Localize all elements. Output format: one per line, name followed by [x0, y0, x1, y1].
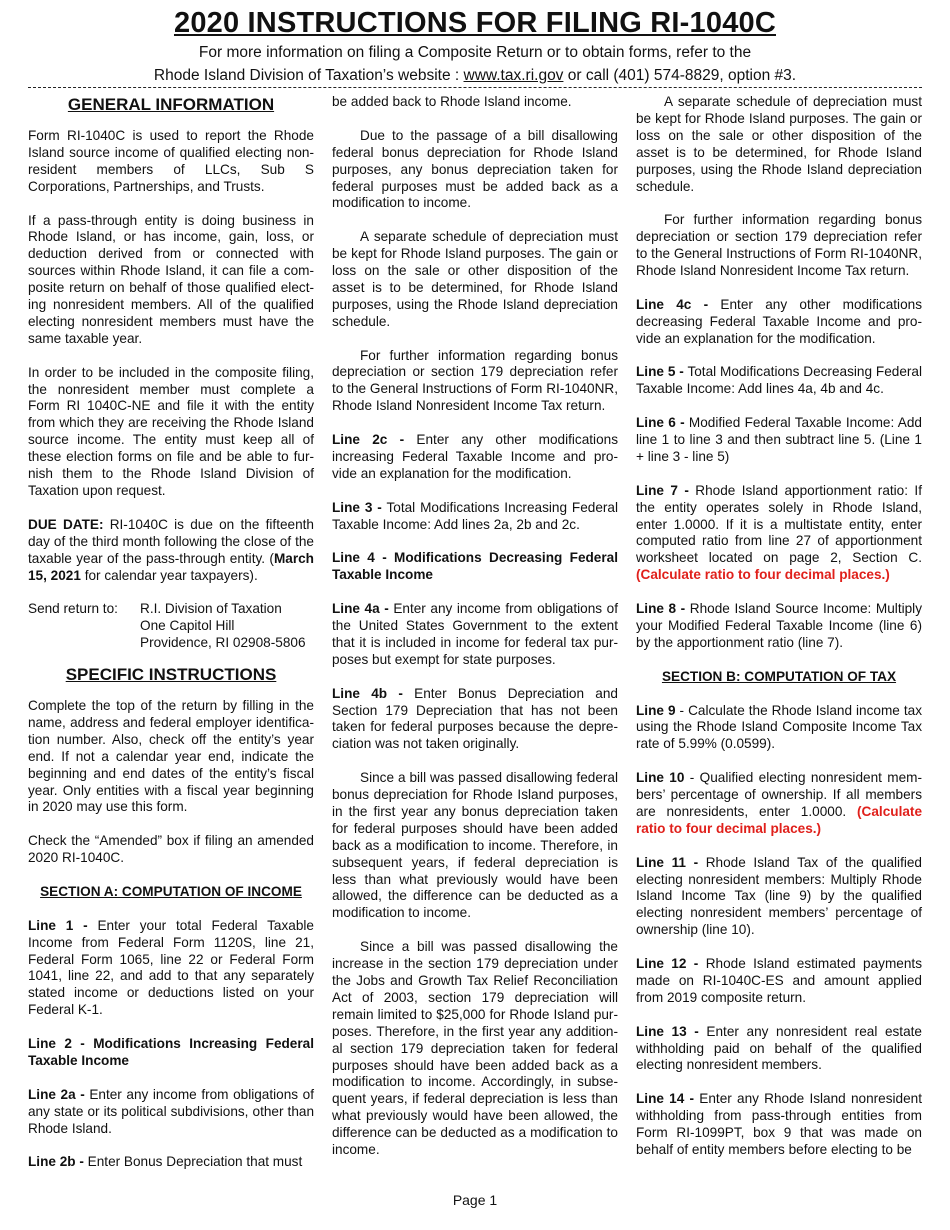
- line-label: Line 2b -: [28, 1154, 84, 1170]
- line-label: Line 9: [636, 702, 676, 718]
- header-info-text: Rhode Island Division of Taxation’s website :: [153, 67, 464, 84]
- line-2b-instruction: [28, 1154, 314, 1171]
- page-header: [0, 0, 950, 86]
- line-3-instruction: [332, 500, 618, 534]
- paragraph: A separate schedule of depreciation must be kept for Rhode Island purposes. The gain or loss on the sale or other disposition of the asset is to be determined, for Rhode Island purposes, using the Rhode Island depreciation schedule.: [332, 229, 618, 329]
- header-info-line-1: For more information on filing a Composite Return or to obtain forms, refer to the: [198, 44, 752, 61]
- line-text: Total Modifications Increasing Federal Taxable Income: Add lines 2a, 2b and 2c.: [332, 499, 619, 532]
- line-text: - Qualified electing nonresident mem-bers’ percentage of ownership. If all members are nonresidents, enter 1.0000.: [636, 770, 922, 819]
- line-label: Line 14 -: [636, 1091, 695, 1107]
- line-7-instruction: [636, 483, 922, 584]
- line-label: Line 10: [636, 770, 685, 786]
- header-phone-text: or call (401) 574-8829, option #3.: [563, 67, 797, 84]
- send-return-label: Send return to:: [28, 601, 118, 617]
- due-date-paragraph: [28, 517, 314, 585]
- line-4b-instruction: [332, 686, 618, 754]
- line-label: Line 13 -: [636, 1023, 699, 1039]
- line-4a-instruction: [332, 601, 618, 669]
- line-label: Line 12 -: [636, 956, 699, 972]
- line-text: Enter any Rhode Island nonresident withholding from pass-through entities from Form RI-1099PT, box 9 that was made on behalf of entity members before electing to be: [636, 1091, 922, 1157]
- header-info-line-2: [0, 66, 950, 86]
- line-text: Rhode Island apportionment ratio: If the entity operates solely in Rhode Island, enter 1.0000. If it is a multistate entity, enter computed ratio from line 27 of apportionment worksheet located on page 2, Section C.: [636, 482, 922, 566]
- line-label: Line 2a -: [28, 1086, 85, 1102]
- due-date-text: RI-1040C is due on the fifteenth day of the third month following the close of the taxable year of the pass-through entity. (: [28, 516, 314, 566]
- address-line: One Capitol Hill: [140, 618, 235, 634]
- line-text: Enter your total Federal Taxable Income from Federal Form 1120S, line 21, Federal Form 1065, line 22 or Federal Form 1041, line 22, and add to that any separately stated income or deductions listed on your Federal K-1.: [28, 917, 314, 1018]
- ratio-note: (Calculate ratio to four decimal places.): [636, 803, 922, 836]
- line-1-instruction: [28, 918, 314, 1019]
- paragraph: Check the “Amended” box if filing an amended 2020 RI-1040C.: [28, 833, 314, 866]
- general-information-heading: GENERAL INFORMATION: [67, 95, 275, 114]
- website-link[interactable]: www.tax.ri.gov: [463, 67, 564, 84]
- line-text: Rhode Island estimated payments made on RI-1040C-ES and amount applied from 2019 composite return.: [636, 956, 922, 1005]
- column-1: [28, 94, 314, 1188]
- line-label: Line 2c -: [332, 432, 405, 448]
- due-date-end: for calendar year taxpayers).: [80, 567, 258, 583]
- line-text: Enter any income from obligations of any state or its political subdivisions, other than Rhode Island.: [28, 1086, 314, 1136]
- paragraph: In order to be included in the composite filing, the nonresident member must complete a Form RI 1040C-NE and file it with the entity from which they are receiving the Rhode Island source income. The entity must keep all of these election forms on file and be able to fur-nish them to the Rhode Island Division of Taxation upon request.: [28, 364, 314, 498]
- address-line: R.I. Division of Taxation: [140, 601, 282, 617]
- paragraph: Form RI-1040C is used to report the Rhode Island source income of qualified electing non-resident members of LLCs, Sub S Corporations, Partnerships, and Trusts.: [28, 128, 314, 194]
- line-text: Total Modifications Decreasing Federal Taxable Income: Add lines 4a, 4b and 4c.: [636, 364, 922, 397]
- line-text: Enter any income from obligations of the United States Government to the extent that it is included in income for federal tax pur-poses but exempt for state purposes.: [332, 601, 618, 667]
- line-2c-instruction: [332, 432, 618, 483]
- line-11-instruction: [636, 855, 922, 940]
- paragraph: Complete the top of the return by filling in the name, address and federal employer identifica-tion number. Also, check off the entity’s year end. If not a calendar year end, indicate the beginning and end dates of the entity’s fiscal year. Only entities with a fiscal year beginning in 2020 may use this form.: [28, 698, 314, 815]
- specific-instructions-heading: SPECIFIC INSTRUCTIONS: [65, 665, 277, 685]
- line-text: Enter any other modifications decreasing Federal Taxable Income and pro-vide an explanation for the modification.: [636, 296, 922, 346]
- line-text: Modified Federal Taxable Income: Add line 1 to line 3 and then subtract line 5. (Line 1 + line 3 - line 5): [636, 415, 922, 464]
- line-label: Line 7 -: [636, 482, 689, 498]
- due-date-value: March 15, 2021: [28, 550, 314, 583]
- line-12-instruction: [636, 956, 922, 1007]
- paragraph: For further information regarding bonus depreciation or section 179 depreciation refer to the General Instructions of Form RI-1040NR, Rhode Island Nonresident Income Tax return.: [636, 212, 922, 279]
- line-label: Line 6 -: [636, 415, 685, 431]
- line-label: Line 1 -: [28, 917, 88, 933]
- paragraph: Since a bill was passed disallowing federal bonus depreciation for Rhode Island purposes, in the first year any bonus depreciation taken for federal purposes should have been added back as a modification to income. Therefore, in subsequent years, if federal depreciation is less than what previously would have been allowed, the difference can be deducted as a modification to income.: [332, 770, 618, 921]
- line-text: Enter Bonus Depreciation and Section 179 Depreciation that has not been taken for federal purposes because the depre-ciation was not taken originally.: [332, 685, 618, 752]
- line-14-instruction: [636, 1091, 922, 1159]
- line-text: Enter any other modifications increasing Federal Taxable Income and pro-vide an explanation for the modification.: [332, 432, 618, 481]
- line-text: Rhode Island Tax of the qualified electing nonresident members: Multiply Rhode Island Income Tax (line 9) by the qualified electing nonresident members’ percentage of ownership (line 10).: [636, 854, 922, 938]
- paragraph: For further information regarding bonus depreciation or section 179 depreciation refer to the General Instructions of Form RI-1040NR, Rhode Island Nonresident Income Tax return.: [332, 347, 618, 414]
- line-label: Line 11 -: [636, 854, 699, 870]
- address-line: Providence, RI 02908-5806: [140, 635, 306, 651]
- section-b-heading: SECTION B: COMPUTATION OF TAX: [661, 668, 897, 684]
- line-text: Rhode Island Source Income: Multiply your Modified Federal Taxable Income (line 6) by the apportionment ratio (line 7).: [636, 601, 922, 650]
- line-2a-instruction: [28, 1087, 314, 1138]
- line-9-instruction: [636, 703, 922, 754]
- line-label: Line 3 -: [332, 499, 382, 515]
- line-label: Line 4b -: [332, 685, 403, 701]
- line-2-heading: Line 2 - Modifications Increasing Federal Taxable Income: [28, 1036, 314, 1068]
- line-4-heading: Line 4 - Modifications Decreasing Federal Taxable Income: [332, 550, 618, 583]
- page-number: Page 1: [452, 1192, 498, 1208]
- line-13-instruction: [636, 1024, 922, 1075]
- line-text: Enter any nonresident real estate withholding paid on behalf of the qualified electing nonresident members.: [636, 1023, 922, 1073]
- line-10-instruction: [636, 770, 922, 838]
- paragraph: If a pass-through entity is doing business in Rhode Island, or has income, gain, loss, or deduction derived from or connected with sources within Rhode Island, it can file a com-posite return on behalf of those qualified elect-ing nonresident members. All of the qualified electing nonresident members must have the same taxable year.: [28, 212, 314, 346]
- paragraph: Since a bill was passed disallowing the increase in the section 179 depreciation under the Jobs and Growth Tax Relief Reconciliation Act of 2003, section 179 depreciation will remain limited to $25,000 for Rhode Island pur-poses. Therefore, in the first year any addition-al section 179 depreciation taken for federal purposes should have been added back as a modification to income. Accordingly, in subse-quent years, if federal depreciation is less than what previously would have been allowed, the difference can be deducted as a modification to income.: [332, 939, 618, 1158]
- line-4c-instruction: [636, 297, 922, 348]
- mailing-address: [140, 601, 306, 652]
- line-label: Line 5 -: [636, 364, 684, 380]
- paragraph: Due to the passage of a bill disallowing federal bonus depreciation for Rhode Island purposes, any bonus depreciation taken for federal purposes must be added back as a modification to income.: [332, 127, 618, 211]
- line-6-instruction: [636, 415, 922, 466]
- line-label: Line 4a -: [332, 601, 389, 617]
- paragraph: be added back to Rhode Island income.: [332, 94, 572, 109]
- paragraph: A separate schedule of depreciation must be kept for Rhode Island purposes. The gain or loss on the sale or other disposition of the asset is to be determined, for Rhode Island purposes, using the Rhode Island depreciation schedule.: [636, 94, 922, 194]
- column-3: [636, 94, 922, 1176]
- ratio-note: (Calculate ratio to four decimal places.): [636, 567, 890, 583]
- line-text: - Calculate the Rhode Island income tax using the Rhode Island Composite Income Tax rate of 5.99% (0.0599).: [636, 702, 923, 752]
- page-title: 2020 INSTRUCTIONS FOR FILING RI-1040C: [173, 7, 776, 39]
- dashed-divider: [28, 87, 922, 88]
- section-a-heading: SECTION A: COMPUTATION OF INCOME: [40, 883, 302, 899]
- line-5-instruction: [636, 364, 922, 398]
- line-text: Enter Bonus Depreciation that must: [83, 1154, 303, 1170]
- line-8-instruction: [636, 601, 922, 652]
- column-2: [332, 94, 618, 1176]
- due-date-label: DUE DATE:: [28, 516, 104, 532]
- send-return-address: [28, 601, 314, 652]
- line-label: Line 8 -: [636, 601, 686, 617]
- line-label: Line 4c -: [636, 296, 709, 312]
